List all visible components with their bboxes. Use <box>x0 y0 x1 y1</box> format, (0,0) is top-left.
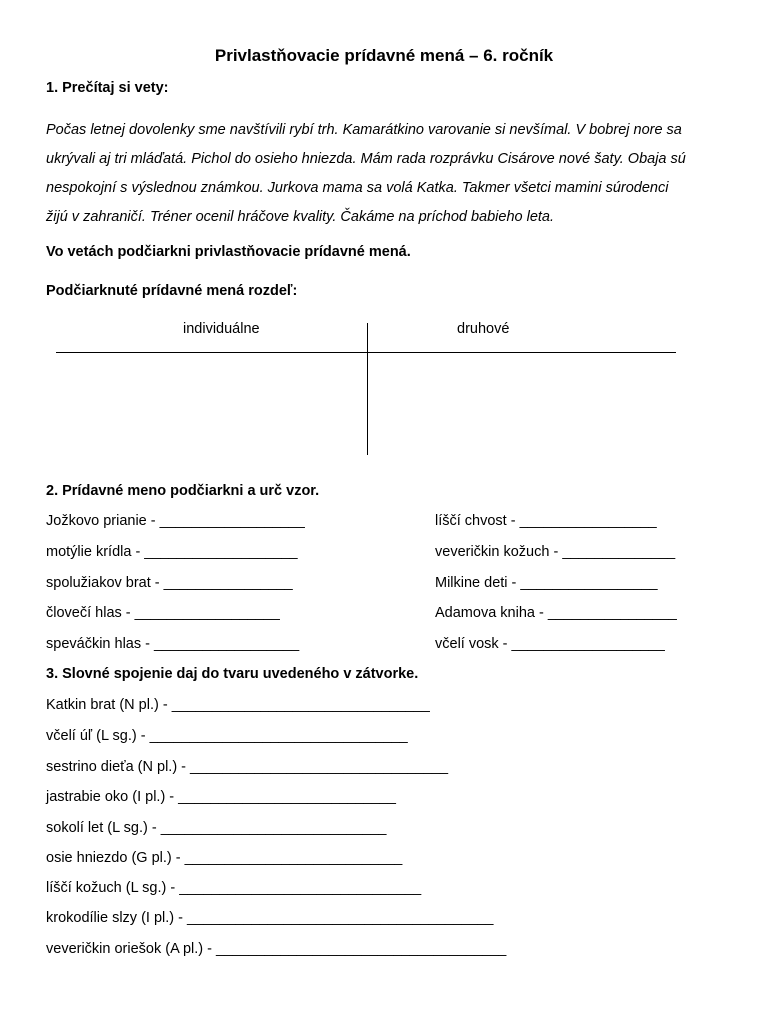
task3-item: sokolí let (L sg.) - ____________________________ <box>46 820 387 836</box>
task2-item: spolužiakov brat - ________________ <box>46 575 293 591</box>
task2-item: Milkine deti - _________________ <box>435 575 658 591</box>
task2-item: Adamova kniha - ________________ <box>435 605 677 621</box>
task1-paragraph <box>46 116 736 232</box>
task3-item: Katkin brat (N pl.) - ________________________________ <box>46 697 430 713</box>
page-title: Privlastňovacie prídavné mená – 6. ročník <box>214 46 554 65</box>
task3-item: veveričkin oriešok (A pl.) - ____________________________________ <box>46 941 507 957</box>
task2-heading: 2. Prídavné meno podčiarkni a urč vzor. <box>46 483 320 499</box>
task1-instruction-divide: Podčiarknuté prídavné mená rozdeľ: <box>46 283 298 299</box>
paragraph-line: nespokojní s výslednou známkou. Jurkova mama sa volá Katka. Takmer všetci mamini súrodenci <box>46 180 669 196</box>
paragraph-line: žijú v zahraničí. Tréner ocenil hráčove kvality. Čakáme na príchod babieho leta. <box>46 209 555 225</box>
task3-item: krokodílie slzy (I pl.) - ______________________________________ <box>46 910 494 926</box>
task3-item: líščí kožuch (L sg.) - ______________________________ <box>46 880 422 896</box>
task3-item: jastrabie oko (I pl.) - ___________________________ <box>46 789 396 805</box>
table-vertical-divider <box>367 323 368 455</box>
task2-item: líščí chvost - _________________ <box>435 513 657 529</box>
task2-item: motýlie krídla - ___________________ <box>46 544 298 560</box>
task3-heading: 3. Slovné spojenie daj do tvaru uvedeného v zátvorke. <box>46 666 419 682</box>
task3-item: sestrino dieťa (N pl.) - ________________________________ <box>46 759 449 775</box>
column-header-generic: druhové <box>457 321 510 337</box>
table-horizontal-divider <box>56 352 676 353</box>
task2-item: speváčkin hlas - __________________ <box>46 636 300 652</box>
task2-item: človečí hlas - __________________ <box>46 605 280 621</box>
task3-item: osie hniezdo (G pl.) - ___________________________ <box>46 850 403 866</box>
paragraph-line: Počas letnej dovolenky sme navštívili rybí trh. Kamarátkino varovanie si nevšímal. V bobrej nore sa <box>46 122 682 138</box>
paragraph-line: ukrývali aj tri mláďatá. Pichol do osieho hniezda. Mám rada rozprávku Cisárove nové šaty. Obaja sú <box>46 151 686 167</box>
column-header-individual: individuálne <box>183 321 260 337</box>
task3-item: včelí úľ (L sg.) - ________________________________ <box>46 728 408 744</box>
task2-item: Jožkovo prianie - __________________ <box>46 513 305 529</box>
task2-item: včelí vosk - ___________________ <box>435 636 665 652</box>
task1-instruction-underline: Vo vetách podčiarkni privlastňovacie prídavné mená. <box>46 244 411 260</box>
task2-item: veveričkin kožuch - ______________ <box>435 544 676 560</box>
task1-heading: 1. Prečítaj si vety: <box>46 80 169 96</box>
